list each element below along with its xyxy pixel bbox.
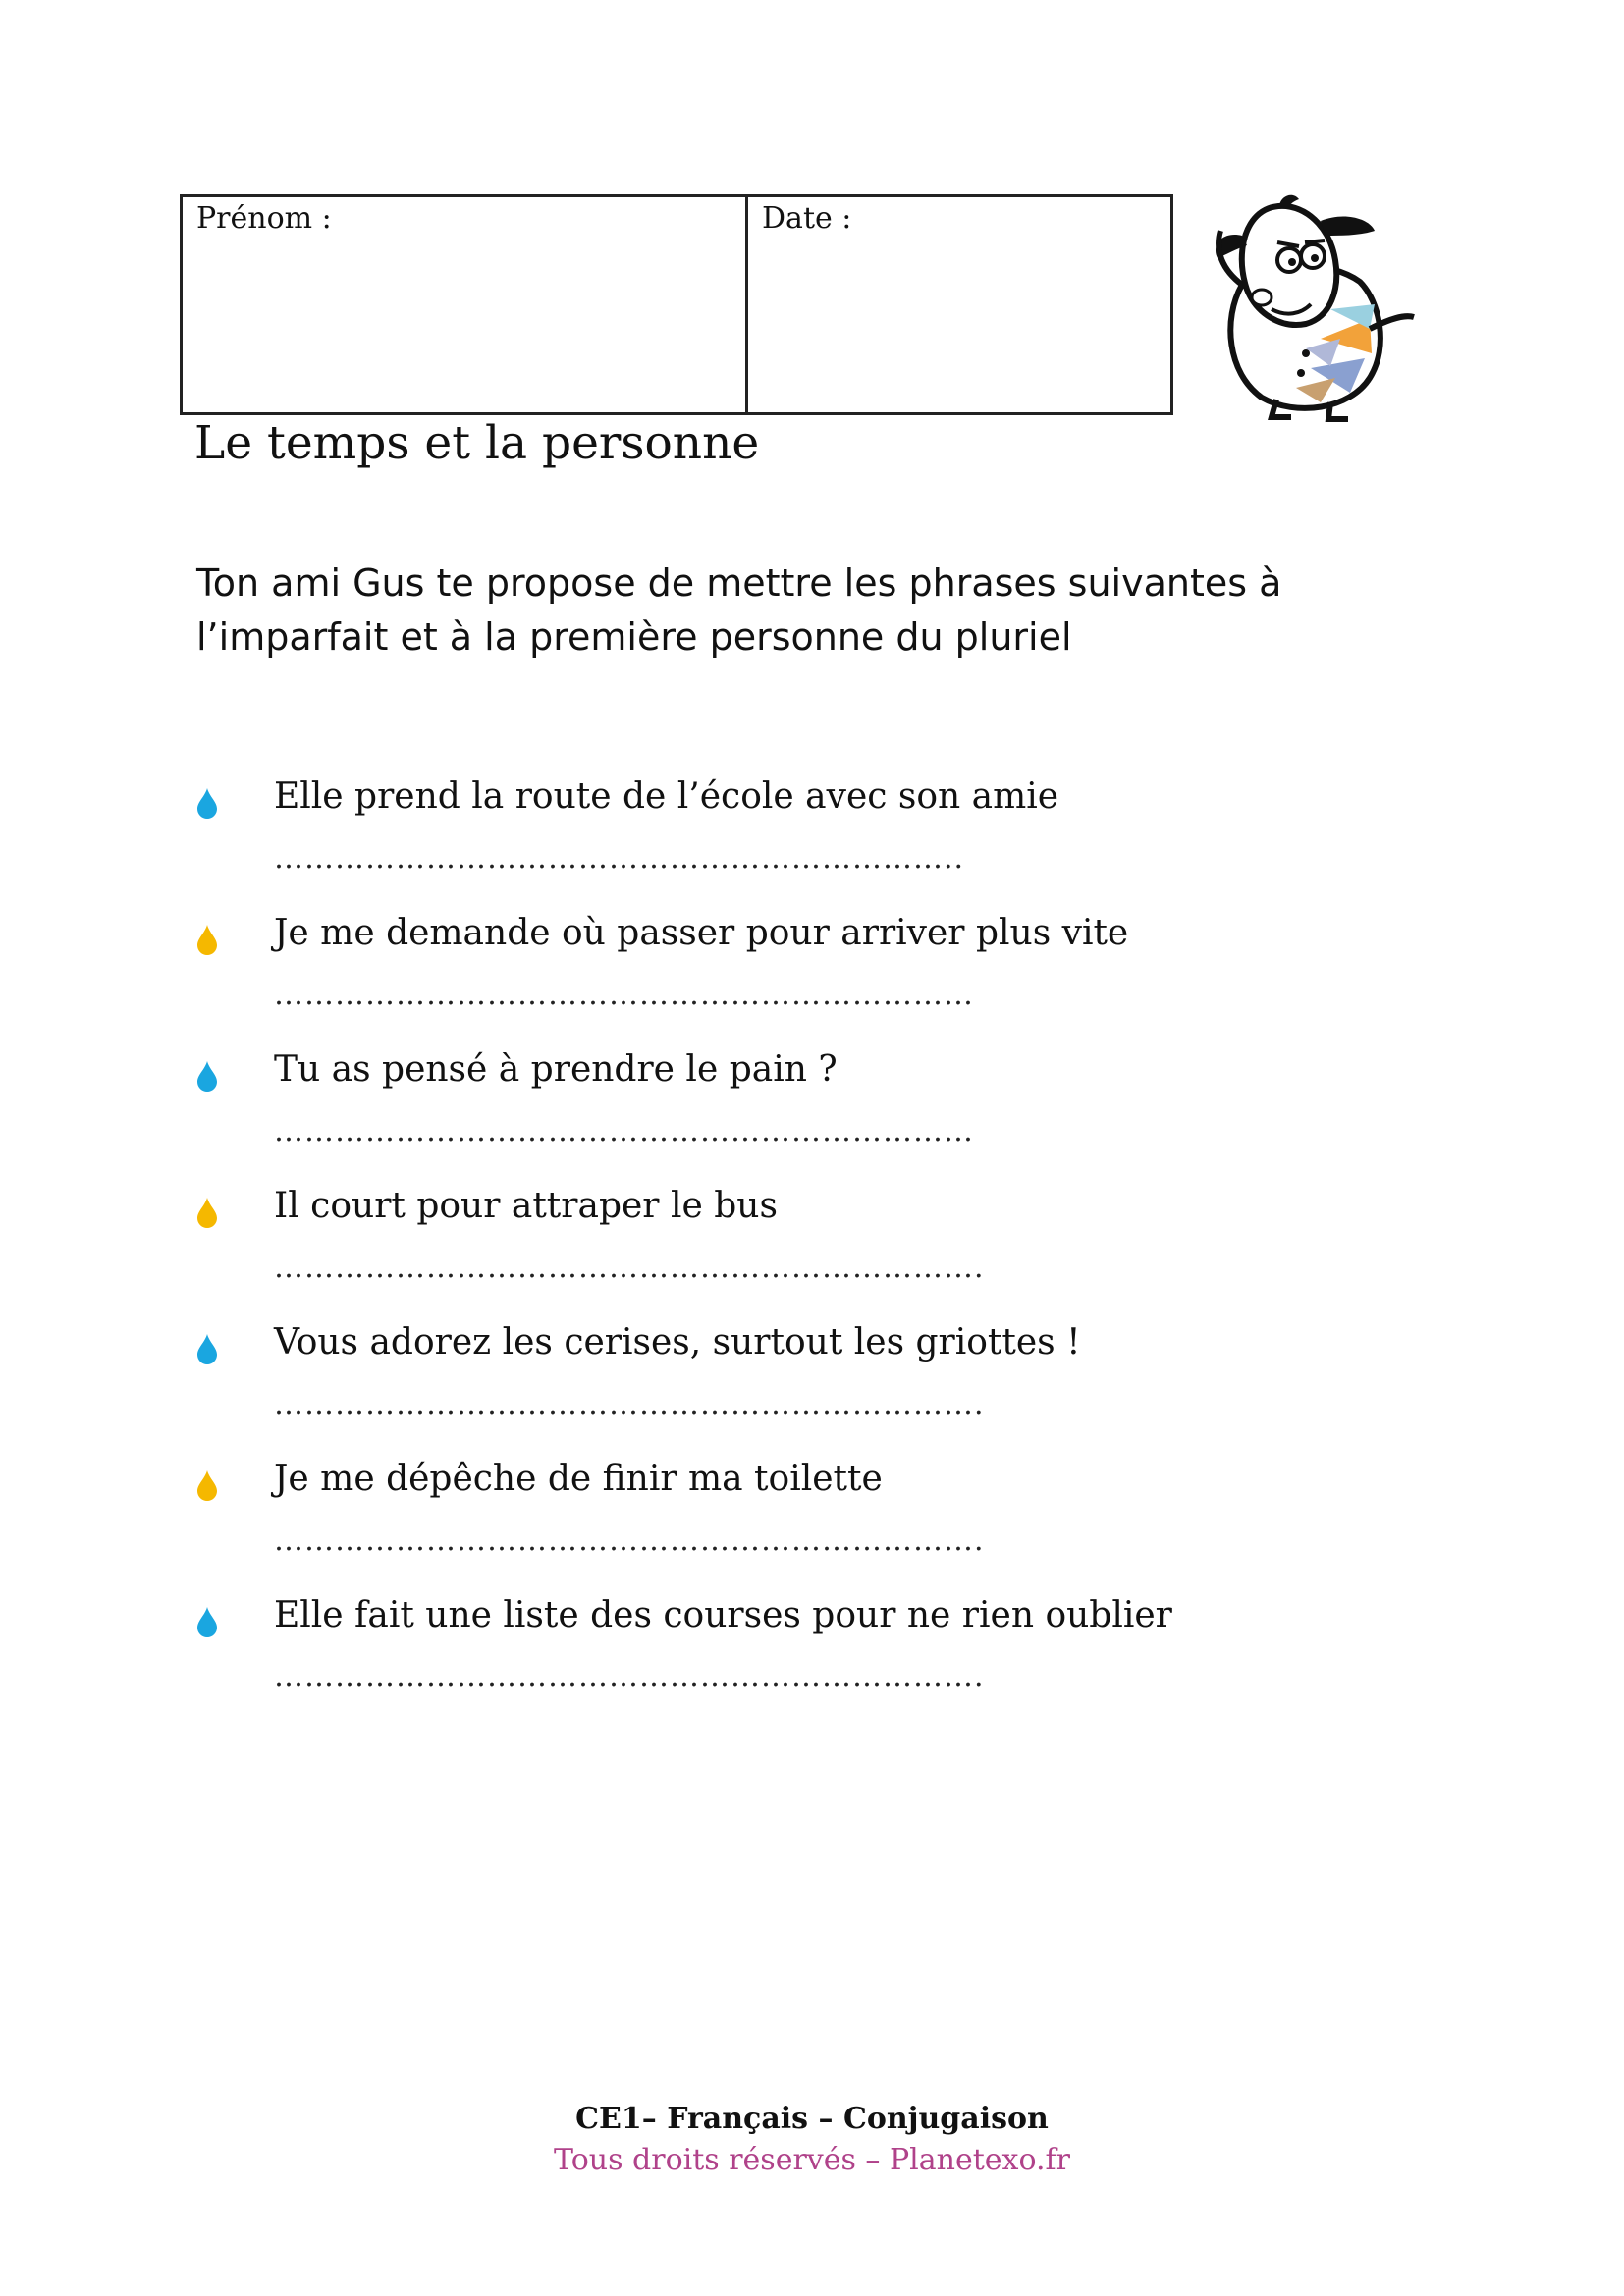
exercise-sentence: Elle fait une liste des courses pour ne rien oublier [274,1595,1172,1635]
answer-line[interactable]: ……………………………………………………………. [274,1523,985,1558]
instruction-text: Ton ami Gus te propose de mettre les phrases suivantes à l’imparfait et à la première personne du pluriel [196,561,1282,659]
prenom-field[interactable] [183,197,748,412]
water-drop-icon [195,925,219,956]
exercise-sentence: Elle prend la route de l’école avec son amie [274,776,1059,817]
exercise-item-5 [191,1318,1429,1455]
water-drop-icon [195,1334,219,1365]
answer-line[interactable]: ……………………………………………………………. [274,1251,985,1285]
exercise-sentence: Vous adorez les cerises, surtout les griottes ! [274,1322,1081,1362]
exercise-sentence: Tu as pensé à prendre le pain ? [274,1049,838,1090]
page-footer [0,2099,1624,2181]
exercise-item-2 [191,909,1429,1045]
date-field[interactable] [748,197,1170,412]
footer-copyright: Tous droits réservés – Planetexo.fr [554,2143,1070,2177]
water-drop-icon [195,788,219,820]
page-title: Le temps et la personne [194,416,760,470]
water-drop-icon [195,1061,219,1093]
answer-line[interactable]: ………………………………………………………….. [274,841,965,876]
date-label: Date : [762,201,852,236]
exercise-sentence: Je me demande où passer pour arriver plus vite [274,913,1129,953]
answer-line[interactable]: ……………………………………………………………. [274,1660,985,1694]
answer-line[interactable]: …………………………………………………………… [274,978,974,1012]
water-drop-icon [195,1607,219,1638]
exercise-item-7 [191,1591,1429,1728]
answer-line[interactable]: ……………………………………………………………. [274,1387,985,1421]
footer-course-label: CE1– Français – Conjugaison [575,2102,1049,2136]
name-date-box [180,194,1173,415]
water-drop-icon [195,1198,219,1229]
prenom-label: Prénom : [196,201,332,236]
exercise-list [191,773,1429,1728]
exercise-item-3 [191,1045,1429,1182]
water-drop-icon [195,1470,219,1502]
exercise-sentence: Il court pour attraper le bus [274,1186,778,1226]
exercise-item-6 [191,1455,1429,1591]
exercise-item-4 [191,1182,1429,1318]
gus-mascot-illustration [1203,191,1424,422]
exercise-item-1 [191,773,1429,909]
answer-line[interactable]: …………………………………………………………… [274,1114,974,1148]
exercise-sentence: Je me dépêche de finir ma toilette [274,1459,883,1499]
